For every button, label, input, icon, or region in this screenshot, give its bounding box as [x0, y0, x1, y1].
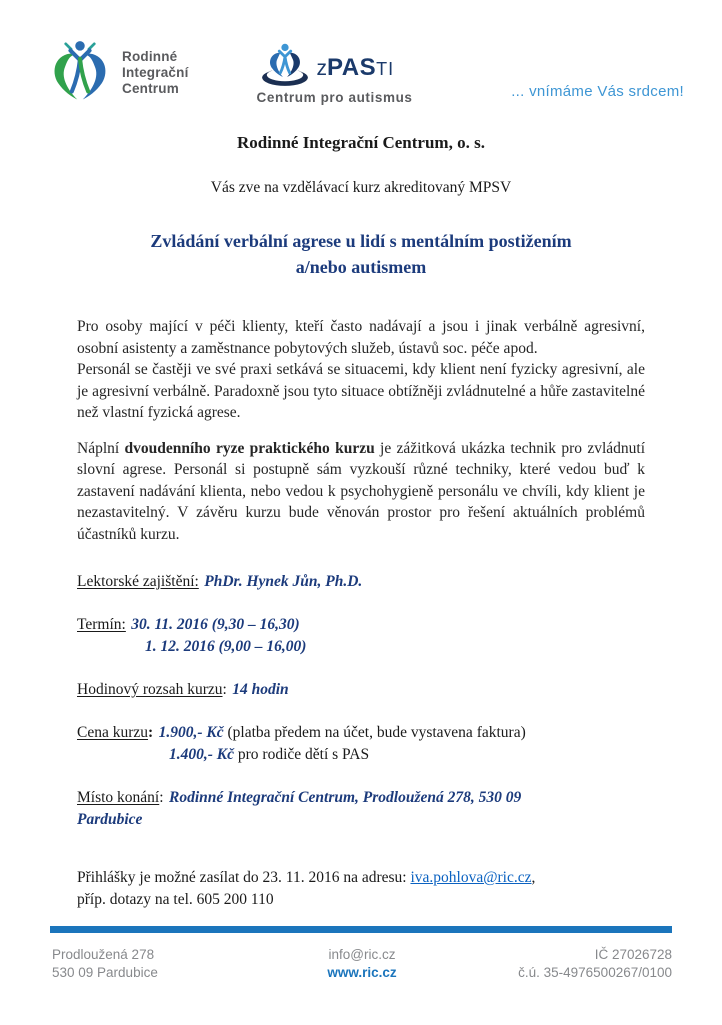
hours-colon: :: [222, 681, 227, 698]
header: [0, 0, 722, 106]
footer-account-number: č.ú. 35-4976500267/0100: [518, 965, 673, 980]
venue-row: [77, 787, 645, 831]
zpasti-wordmark: [317, 54, 395, 82]
ric-logo: [46, 36, 189, 106]
footer-address-line1: Prodloužená 278: [52, 947, 155, 962]
lecturer-row: [77, 571, 645, 593]
hours-label: Hodinový rozsah kurzu: [77, 681, 223, 698]
course-title-line2: a/nebo autismem: [295, 257, 427, 277]
paragraph-3-post: je zážitková ukázka technik pro zvládnutí slovní agrese. Personál si postupně sám vyzkouší různé techniky, které vedou buď k zastavení nadávání klienta, nebo vedou k psychohygieně personálu ve chvíli, kdy klient je nezastavitelný. V závěru kurzu bude věnován prostor pro řešení aktuálních problémů účastníků kurzu.: [77, 439, 645, 543]
footer-contact: [259, 946, 466, 982]
heart-figure-icon: [46, 36, 114, 106]
tagline: ... vnímáme Vás srdcem!: [511, 83, 684, 100]
zpasti-pas: PAS: [327, 54, 377, 81]
intro-paragraphs: [77, 316, 645, 424]
paragraph-1: Pro osoby mající v péči klienty, kteří často nadávají a jsou i jinak verbálně agresivní, osobní asistenty a zaměstnance pobytových služeb, ústavů soc. péče apod.: [77, 318, 645, 357]
footer-divider-bar: [50, 926, 672, 933]
price-note1: (platba předem na účet, bude vystavena faktura): [223, 724, 526, 741]
price-colon: :: [148, 724, 154, 741]
zpasti-heart-bowl-icon: [257, 36, 313, 88]
venue-line2: Pardubice: [77, 811, 143, 828]
ric-logo-text: [122, 49, 189, 97]
date-row: [77, 614, 645, 658]
ric-logo-line1: Rodinné: [122, 49, 178, 64]
venue-label: Místo konání: [77, 789, 160, 806]
price-value2: 1.400,- Kč: [169, 746, 235, 763]
course-details: [77, 571, 645, 831]
course-title: [0, 228, 722, 280]
invite-line: Vás zve na vzdělávací kurz akreditovaný MPSV: [210, 179, 512, 196]
course-title-line1: Zvládání verbální agrese u lidí s mentálním postižením: [150, 231, 572, 251]
ric-logo-line3: Centrum: [122, 81, 179, 96]
date-line1: 30. 11. 2016 (9,30 – 16,30): [131, 616, 300, 633]
price-value1: 1.900,- Kč: [158, 724, 224, 741]
footer: [0, 926, 722, 982]
contact-line2: příp. dotazy na tel. 605 200 110: [77, 891, 274, 908]
footer-company-id: IČ 27026728: [594, 947, 673, 962]
paragraph-3-pre: Náplní: [77, 439, 125, 457]
lecturer-value: PhDr. Hynek Jůn, Ph.D.: [204, 573, 363, 590]
footer-address-line2: 530 09 Pardubice: [52, 965, 158, 980]
footer-email: info@ric.cz: [328, 947, 396, 962]
paragraph-2: Personál se častěji ve své praxi setkává se situacemi, kdy klient není fyzicky agresivní, ale je agresivní verbálně. Paradoxně jsou tyto situace obtížněji zvládnutelné a hůře zastavitelné než vlastní fyzická agrese.: [77, 361, 645, 421]
email-link[interactable]: iva.pohlova@ric.cz: [410, 869, 532, 886]
paragraph-3: [77, 438, 645, 546]
content: [77, 316, 645, 911]
contact-pre: Přihlášky je možné zasílat do 23. 11. 2016 na adresu:: [77, 869, 411, 886]
zpasti-subtitle: Centrum pro autismus: [256, 90, 413, 105]
org-title: Rodinné Integrační Centrum, o. s.: [237, 133, 485, 152]
date-label: Termín:: [77, 616, 126, 633]
ric-logo-line2: Integrační: [122, 65, 189, 80]
hours-value: 14 hodin: [232, 681, 289, 698]
footer-company-info: [465, 946, 672, 982]
price-row: [77, 722, 645, 766]
venue-colon: :: [159, 789, 164, 806]
date-line2: 1. 12. 2016 (9,00 – 16,00): [145, 638, 307, 655]
zpasti-logo: [257, 36, 413, 105]
lecturer-label: Lektorské zajištění:: [77, 573, 199, 590]
price-note2: pro rodiče dětí s PAS: [234, 746, 370, 763]
contact-post: ,: [531, 869, 536, 886]
contact-block: [77, 867, 645, 911]
venue-line1: Rodinné Integrační Centrum, Prodloužená 278, 530 09: [168, 789, 522, 806]
paragraph-3-bold: dvoudenního ryze praktického kurzu: [124, 439, 375, 457]
zpasti-ti: TI: [376, 59, 395, 79]
footer-address: [52, 946, 259, 982]
zpasti-z: z: [316, 57, 328, 80]
price-label: Cena kurzu: [77, 724, 149, 741]
footer-website-link[interactable]: www.ric.cz: [327, 965, 397, 980]
hours-row: [77, 679, 645, 701]
